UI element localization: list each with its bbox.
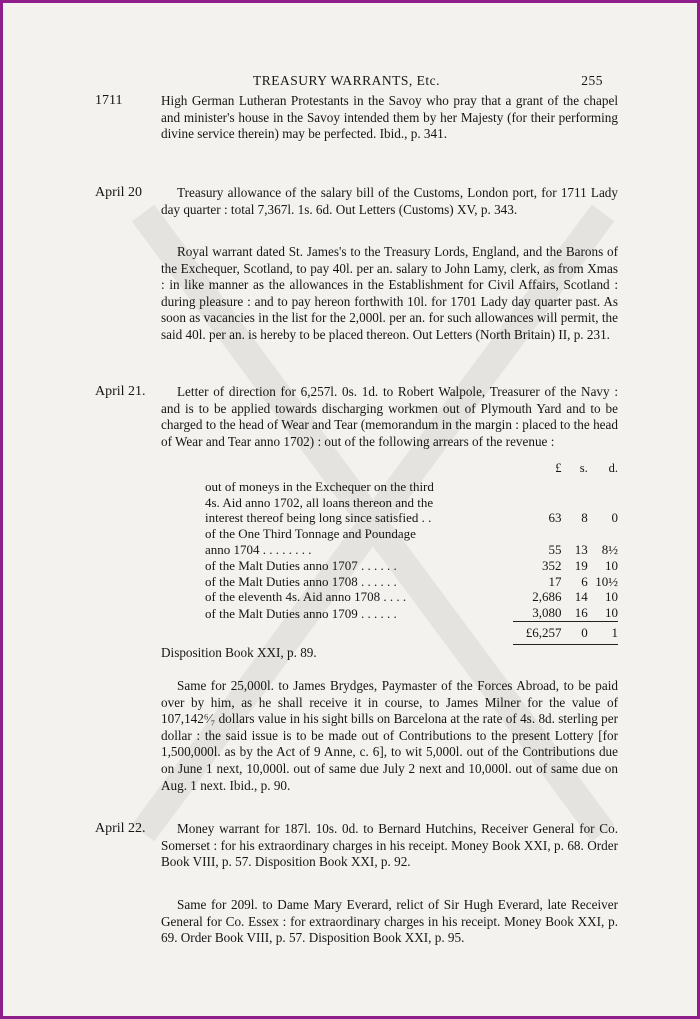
row-description: of the One Third Tonnage and Poundage <box>205 526 416 542</box>
arrears-table <box>161 461 618 645</box>
pence-cell: 10½ <box>595 573 618 589</box>
table-header-row <box>161 461 618 479</box>
total-shillings: 0 <box>562 621 588 644</box>
page-number: 255 <box>581 73 603 88</box>
pence-cell: 8½ <box>601 541 618 557</box>
pence-cell: 0 <box>611 510 618 526</box>
column-header: £ <box>555 461 562 475</box>
row-description: of the Malt Duties anno 1708 . . . . . . <box>205 573 397 589</box>
entry-paragraph: Treasury allowance of the salary bill of the Customs, London port, for 1711 Lady day quarter : total 7,367l. 1s. 6d. Out Letters (Customs) XV, p. 343. <box>161 185 618 217</box>
row-description: anno 1704 . . . . . . . . <box>205 541 312 557</box>
source-citation: Disposition Book XXI, p. 89. <box>161 645 317 660</box>
row-description: of the Malt Duties anno 1709 . . . . . . <box>205 605 397 621</box>
row-description: of the Malt Duties anno 1707 . . . . . . <box>205 557 397 573</box>
pounds-cell: 55 <box>548 541 562 557</box>
table-row <box>161 526 618 558</box>
entry-date: 1711 <box>95 93 123 108</box>
total-pence: 1 <box>588 621 618 644</box>
row-description: interest thereof being long since satisfied . . <box>205 510 432 526</box>
shillings-cell: 19 <box>574 557 588 573</box>
table-row <box>161 479 618 526</box>
table-row <box>161 574 618 590</box>
shillings-cell: 6 <box>581 573 588 589</box>
row-description: 4s. Aid anno 1702, all loans thereon and the <box>205 494 434 510</box>
pounds-cell: 352 <box>542 557 562 573</box>
entry-paragraph: Money warrant for 187l. 10s. 0d. to Bernard Hutchins, Receiver General for Co. Somerset : for his extraordinary charges in his receipt. Money Book XXI, p. 68. Order Book VIII, p. 57. Disposition Book XXI, p. 92. <box>161 821 618 870</box>
pounds-cell: 63 <box>548 510 562 526</box>
pence-cell: 10 <box>605 589 618 605</box>
table-total-row <box>161 621 618 644</box>
pounds-cell: 17 <box>548 573 562 589</box>
table-row <box>161 589 618 605</box>
entry-paragraph: Same for 25,000l. to James Brydges, Paymaster of the Forces Abroad, to be paid over by him, as he shall receive it in course, to James Milner for the value of 107,142⁶⁄₇ dollars value in his sight bills on Barcelona at the rate of 4s. 8d. sterling per dollar : the said issue is to be made out of Contributions to the present Lottery [for 1,500,000l. as by the Act of 9 Anne, c. 6], to wit 5,000l. out of the Contributions due on June 1 next, 10,000l. out of same due July 2 next and 10,000l. out of same due on Aug. 1 next. Ibid., p. 90. <box>161 678 618 793</box>
total-pounds: £6,257 <box>513 621 561 644</box>
pence-cell: 10 <box>605 557 618 573</box>
entry-date: April 22. <box>95 821 146 836</box>
shillings-cell: 13 <box>574 541 588 557</box>
entry-paragraph: Letter of direction for 6,257l. 0s. 1d. to Robert Walpole, Treasurer of the Navy : and is to be applied towards discharging workmen out of Plymouth Yard and to be charged to the head of Wear and Tear (memorandum in the margin : placed to the head of Wear and Tear anno 1702) : out of the following arrears of the revenue : <box>161 384 618 449</box>
entry-paragraph: High German Lutheran Protestants in the Savoy who pray that a grant of the chapel and minister's house in the Savoy intended them by her Majesty (for their performing divine service therein) may be perfected. Ibid., p. 341. <box>161 93 618 142</box>
shillings-cell: 16 <box>574 605 588 621</box>
shillings-cell: 14 <box>574 589 588 605</box>
entry-paragraph: Same for 209l. to Dame Mary Everard, relict of Sir Hugh Everard, late Receiver General for Co. Essex : for extraordinary charges in his receipt. Money Book XXI, p. 69. Order Book VIII, p. 57. Disposition Book XXI, p. 95. <box>161 897 618 946</box>
shillings-cell: 8 <box>581 510 588 526</box>
pounds-cell: 2,686 <box>532 589 562 605</box>
pence-cell: 10 <box>605 605 618 621</box>
entry-date: April 20 <box>95 185 143 200</box>
column-header: s. <box>579 461 588 475</box>
pounds-cell: 3,080 <box>532 605 562 621</box>
row-description: out of moneys in the Exchequer on the third <box>205 478 434 494</box>
column-header: d. <box>608 461 618 475</box>
table-row <box>161 558 618 574</box>
header-title: TREASURY WARRANTS, Etc. <box>253 73 441 88</box>
running-header <box>253 73 603 89</box>
entry-paragraph: Royal warrant dated St. James's to the Treasury Lords, England, and the Barons of the Exchequer, Scotland, to pay 40l. per an. salary to John Lamy, clerk, as from Xmas : in like manner as the allowances in the Establishment for Civil Affairs, Scotland : during pleasure : and to pay hereon forthwith 10l. for 1701 Lady day quarter past. As soon as vacancies in the list for the 2,000l. per an. for such allowances will permit, the said 40l. per an. is hereby to be placed thereon. Out Letters (North Britain) II, p. 231. <box>161 244 618 342</box>
entry-date: April 21. <box>95 384 146 399</box>
table-row <box>161 605 618 621</box>
row-description: of the eleventh 4s. Aid anno 1708 . . . . <box>205 589 407 605</box>
